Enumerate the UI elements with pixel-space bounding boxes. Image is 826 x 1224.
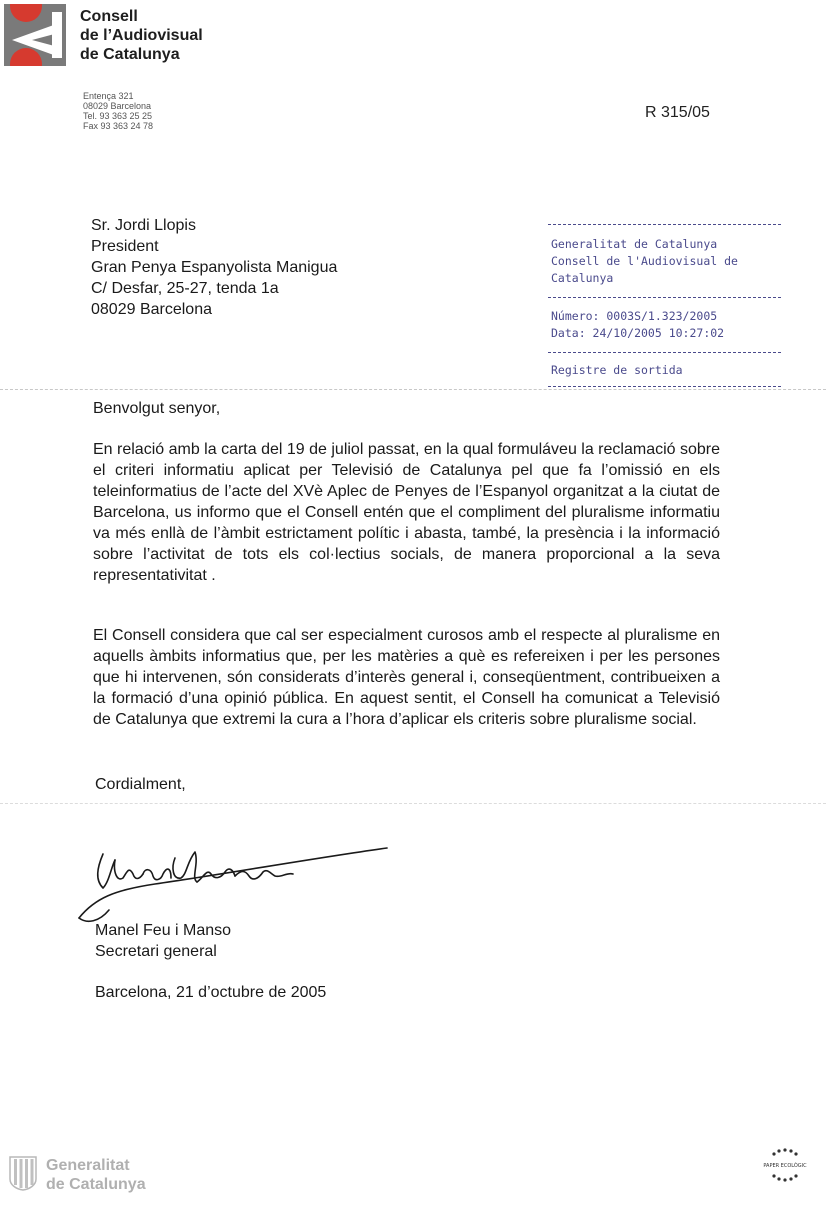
address-city: 08029 Barcelona bbox=[83, 101, 152, 111]
sender-address bbox=[83, 91, 153, 131]
body-paragraph-2: El Consell considera que cal ser especialment curosos amb el respecte al pluralisme en aquells àmbits informatius que, per les matèries a què es refereixen i per les persones que hi intervenen, són considerats d’interès general i, conseqüentment, contribueixen a la formació d’una opinió pública. En aquest sentit, el Consell ha comunicat a Televisió de Catalunya que extremi la cura a l’hora d’aplicar els criteris sobre pluralisme social. bbox=[93, 627, 720, 728]
org-name-line-1: Consell bbox=[80, 8, 138, 25]
fold-line bbox=[0, 389, 826, 390]
recipient-organization: Gran Penya Espanyolista Manigua bbox=[91, 259, 338, 276]
handwritten-signature bbox=[75, 838, 395, 928]
place-and-date: Barcelona, 21 d’octubre de 2005 bbox=[95, 984, 327, 1001]
gov-name-line-1: Generalitat bbox=[46, 1157, 130, 1174]
stamp-divider bbox=[548, 224, 781, 225]
eco-paper-icon bbox=[760, 1146, 810, 1186]
org-name-line-3: de Catalunya bbox=[80, 46, 180, 63]
letter-reference: R 315/05 bbox=[645, 104, 710, 121]
registry-stamp bbox=[548, 222, 781, 390]
org-name-line-2: de l’Audiovisual bbox=[80, 27, 203, 44]
cac-logo-icon bbox=[4, 4, 66, 66]
signer-block bbox=[95, 920, 231, 962]
generalitat-name bbox=[46, 1156, 146, 1194]
stamp-org-line-3: Catalunya bbox=[551, 271, 614, 285]
recipient-street: C/ Desfar, 25-27, tenda 1a bbox=[91, 280, 279, 297]
stamp-number: Número: 0003S/1.323/2005 bbox=[551, 309, 718, 323]
stamp-org-line-2: Consell de l'Audiovisual de bbox=[551, 254, 738, 268]
body-paragraph-1: En relació amb la carta del 19 de juliol passat, en la qual formuláveu la reclamació sobre el criteri informatiu aplicat per Televisió de Catalunya pel que fa l’omissió en els teleinformatius de l’acte del XVè Aplec de Penyes de l’Espanyol organitzat a la ciutat de Barcelona, us informo que el Consell entén que el compliment del pluralisme informatiu va més enllà de l’àmbit estrictament polític i abasta, també, la presència i la informació sobre l’activitat de tots els col·lectius socials, de manera proporcional a la seva representativitat . bbox=[93, 441, 721, 584]
address-street: Entença 321 bbox=[83, 91, 134, 101]
recipient-name: Sr. Jordi Llopis bbox=[91, 217, 196, 234]
greeting: Benvolgut senyor, bbox=[93, 400, 221, 417]
signer-title: Secretari general bbox=[95, 943, 217, 960]
gov-name-line-2: de Catalunya bbox=[46, 1176, 146, 1193]
eco-label: PAPER ECOLÒGIC bbox=[763, 1163, 807, 1169]
organization-name bbox=[80, 7, 203, 64]
stamp-organization bbox=[551, 236, 779, 287]
stamp-metadata bbox=[551, 308, 724, 342]
stamp-divider bbox=[548, 297, 781, 298]
stamp-divider bbox=[548, 386, 781, 387]
generalitat-emblem-icon bbox=[8, 1155, 38, 1191]
address-fax: Fax 93 363 24 78 bbox=[83, 121, 154, 131]
fold-line bbox=[0, 803, 826, 804]
recipient-block bbox=[91, 215, 337, 320]
stamp-type: Registre de sortida bbox=[551, 363, 683, 377]
closing: Cordialment, bbox=[95, 776, 186, 793]
recipient-city: 08029 Barcelona bbox=[91, 301, 212, 318]
stamp-date: Data: 24/10/2005 10:27:02 bbox=[551, 326, 725, 340]
stamp-divider bbox=[548, 352, 781, 353]
stamp-org-line-1: Generalitat de Catalunya bbox=[551, 237, 718, 251]
signer-name: Manel Feu i Manso bbox=[95, 922, 232, 939]
recipient-title: President bbox=[91, 238, 159, 255]
address-phone: Tel. 93 363 25 25 bbox=[83, 111, 153, 121]
